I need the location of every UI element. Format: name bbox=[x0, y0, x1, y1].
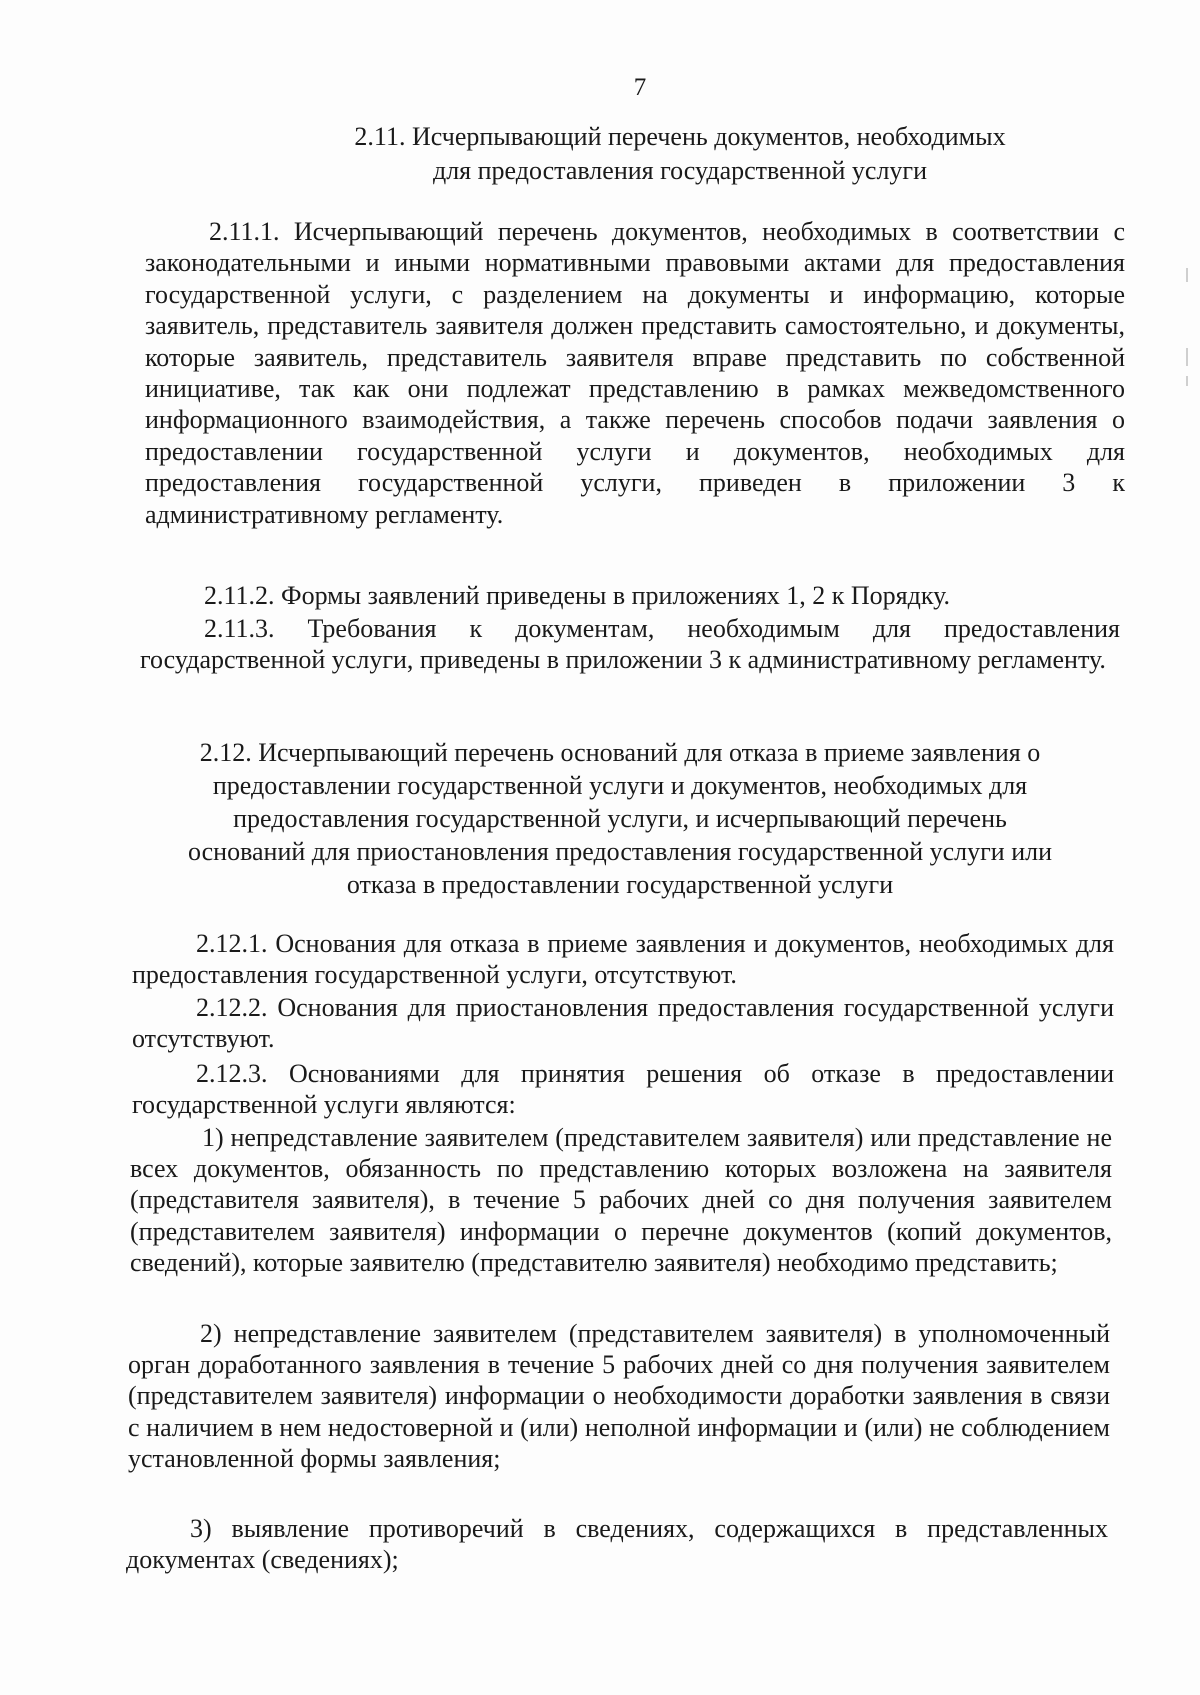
heading-line: 2.12. Исчерпывающий перечень оснований для отказа в приеме заявления о bbox=[199, 738, 1041, 767]
heading-line: предоставления государственной услуги, и исчерпывающий перечень bbox=[233, 804, 1007, 833]
paragraph-2-12-1: 2.12.1. Основания для отказа в приеме заявления и документов, необходимых для предоставления государственной услуги, отсутствуют. bbox=[132, 929, 1114, 990]
paragraph-2-12-3: 2.12.3. Основаниями для принятия решения об отказе в предоставлении государственной услуги являются: bbox=[132, 1059, 1114, 1120]
heading-line: предоставлении государственной услуги и документов, необходимых для bbox=[212, 771, 1028, 800]
heading-line: 2.11. Исчерпывающий перечень документов, необходимых bbox=[354, 122, 1006, 151]
paragraph-2-11-1: 2.11.1. Исчерпывающий перечень документов, необходимых в соответствии с законодательными и иными нормативными правовыми актами для предоставления государственной услуги, с разделением на документы и информацию, которые заявитель, представитель заявителя должен представить самостоятельно, и документы, которые заявитель, представитель заявителя вправе представить по собственной инициативе, так как они подлежат представлению в рамках межведомственного информационного взаимодействия, а также перечень способов подачи заявления о предоставлении государственной услуги и документов, необходимых для предоставления государственной услуги, приведен в приложении 3 к административному регламенту. bbox=[145, 217, 1125, 529]
scan-artifact bbox=[1186, 348, 1188, 366]
list-item-1: 1) непредставление заявителем (представителем заявителя) или представление не всех документов, обязанность по представлению которых возложена на заявителя (представителя заявителя), в течение 5 рабочих дней со дня получения заявителем (представителем заявителя) информации о перечне документов (копий документов, сведений), которые заявителю (представителю заявителя) необходимо представить; bbox=[130, 1123, 1112, 1277]
paragraph-2-11-3: 2.11.3. Требования к документам, необходимым для предоставления государственной услуги, приведены в приложении 3 к административному регламенту. bbox=[140, 614, 1120, 675]
heading-line: оснований для приостановления предоставления государственной услуги или bbox=[187, 837, 1053, 866]
scan-artifact bbox=[1186, 376, 1188, 386]
paragraph-2-12-2: 2.12.2. Основания для приостановления предоставления государственной услуги отсутствуют. bbox=[132, 993, 1114, 1054]
paragraph-2-11-2: 2.11.2. Формы заявлений приведены в приложениях 1, 2 к Порядку. bbox=[204, 581, 951, 610]
scan-artifact bbox=[1186, 268, 1188, 282]
list-item-2: 2) непредставление заявителем (представителем заявителя) в уполномоченный орган доработанного заявления в течение 5 рабочих дней со дня получения заявителем (представителем заявителя) информации о необходимости доработки заявления в связи с наличием в нем недостоверной и (или) неполной информации и (или) не соблюдением установленной формы заявления; bbox=[128, 1319, 1110, 1473]
section-heading-2-11 bbox=[300, 120, 1060, 188]
section-heading-2-12 bbox=[150, 736, 1090, 901]
page-number: 7 bbox=[633, 74, 647, 101]
heading-line: для предоставления государственной услуги bbox=[432, 156, 928, 185]
heading-line: отказа в предоставлении государственной услуги bbox=[346, 870, 894, 899]
list-item-3: 3) выявление противоречий в сведениях, содержащихся в представленных документах (сведениях); bbox=[126, 1514, 1108, 1575]
